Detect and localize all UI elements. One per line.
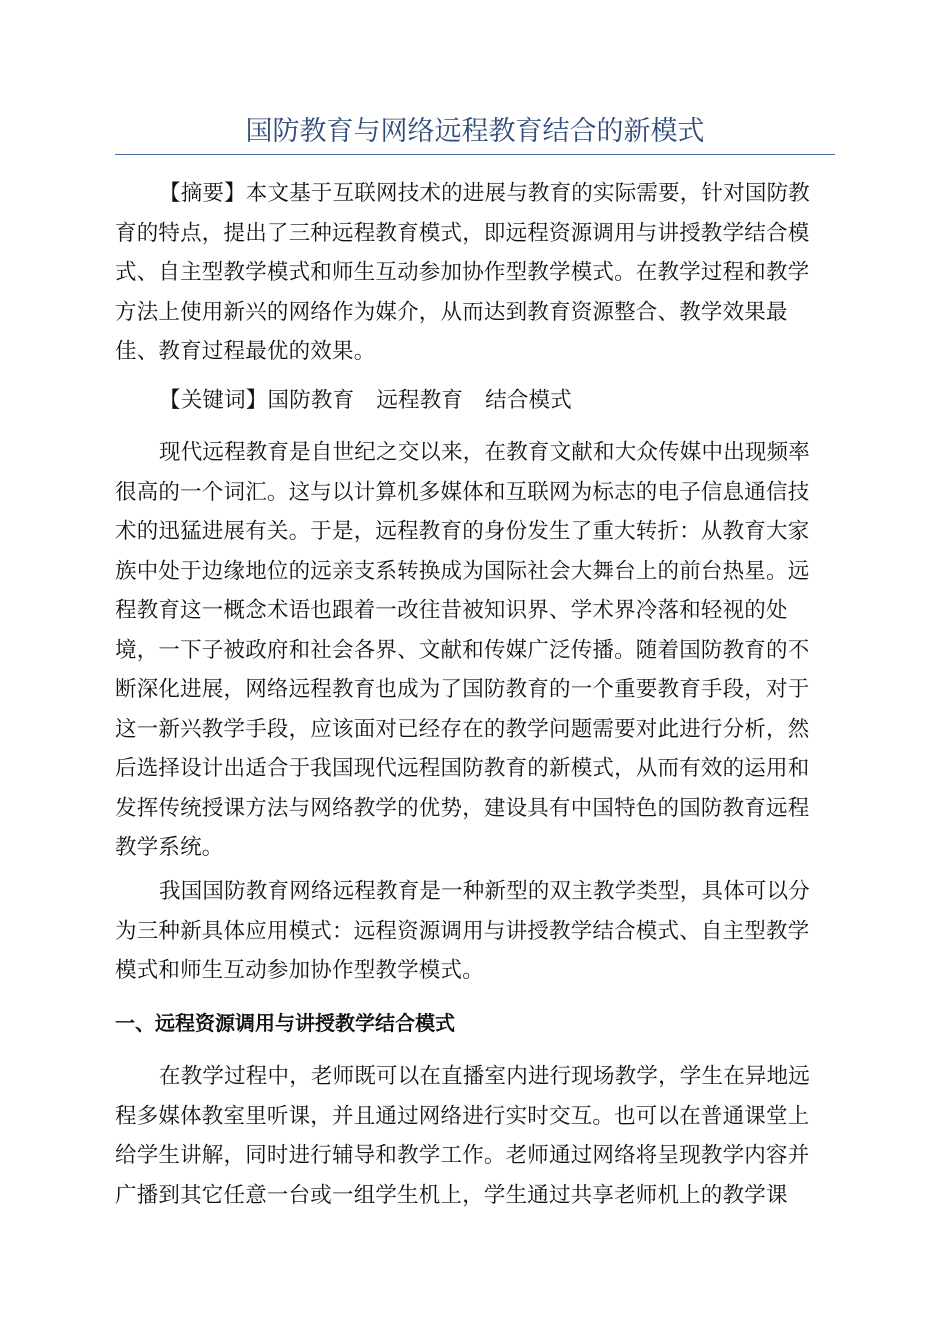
intro-paragraph [115,433,835,868]
abstract-line: 方法上使用新兴的网络作为媒介，从而达到教育资源整合、教学效果最 [115,299,788,325]
intro-line: 断深化进展，网络远程教育也成为了国防教育的一个重要教育手段，对于 [115,677,810,702]
intro-line: 族中处于边缘地位的远亲支系转换成为国际社会大舞台上的前台热星。远 [115,558,810,584]
overview-line: 为三种新具体应用模式：远程资源调用与讲授教学结合模式、自主型教学 [115,918,810,944]
intro-line: 现代远程教育是自世纪之交以来，在教育文献和大众传媒中出现频率 [159,440,811,465]
intro-line: 后选择设计出适合于我国现代远程国防教育的新模式，从而有效的运用和 [115,756,810,781]
abstract-paragraph [115,174,835,372]
section1-line: 在教学过程中，老师既可以在直播室内进行现场教学，学生在异地远 [159,1064,811,1089]
section1-paragraph [115,1057,835,1215]
abstract-line: 式、自主型教学模式和师生互动参加协作型教学模式。在教学过程和教学 [115,260,810,285]
section-heading: 一、远程资源调用与讲授教学结合模式 [115,1011,455,1035]
intro-line: 程教育这一概念术语也跟着一改往昔被知识界、学术界冷落和轻视的处 [115,598,788,623]
title-underline [115,154,835,155]
document-title: 国防教育与网络远程教育结合的新模式 [245,116,705,147]
keyword: 国防教育 [267,388,355,413]
intro-line: 教学系统。 [115,835,224,860]
section1-line: 广播到其它任意一台或一组学生机上，学生通过共享老师机上的教学课 [115,1182,788,1208]
overview-line: 我国国防教育网络远程教育是一种新型的双主教学类型，具体可以分 [159,879,811,904]
intro-line: 境，一下子被政府和社会各界、文献和传媒广泛传播。随着国防教育的不 [115,637,810,663]
intro-line: 这一新兴教学手段，应该面对已经存在的教学问题需要对此进行分析，然 [115,716,810,742]
section1-line: 程多媒体教室里听课，并且通过网络进行实时交互。也可以在普通课堂上 [115,1103,810,1129]
overview-paragraph [115,872,835,991]
abstract-line: 育的特点，提出了三种远程教育模式，即远程资源调用与讲授教学结合模 [115,220,810,246]
intro-line: 术的迅猛进展有关。于是，远程教育的身份发生了重大转折：从教育大家 [115,519,810,544]
keyword: 远程教育 [376,388,464,413]
abstract-line: 【摘要】本文基于互联网技术的进展与教育的实际需要，针对国防教 [159,181,811,206]
overview-line: 模式和师生互动参加协作型教学模式。 [115,958,484,983]
keywords-label: 【关键词】 [159,388,268,413]
keyword: 结合模式 [485,388,572,413]
section1-line: 给学生讲解，同时进行辅导和教学工作。老师通过网络将呈现教学内容并 [115,1143,810,1168]
keywords-paragraph [115,381,835,421]
intro-line: 很高的一个词汇。这与以计算机多媒体和互联网为标志的电子信息通信技 [115,479,810,505]
abstract-line: 佳、教育过程最优的效果。 [115,339,376,364]
keywords-line [115,381,835,421]
intro-line: 发挥传统授课方法与网络教学的优势，建设具有中国特色的国防教育远程 [115,795,810,821]
